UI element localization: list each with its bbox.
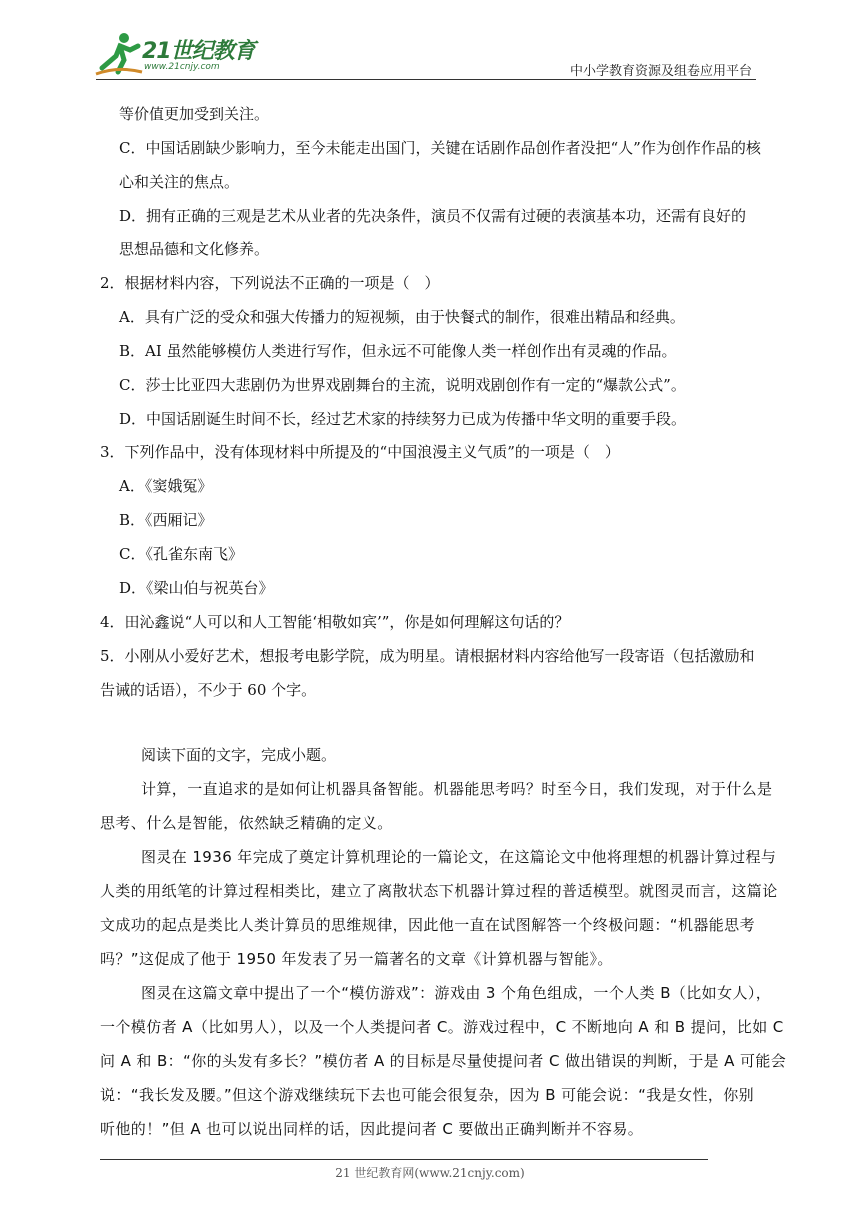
paragraph-line: 图灵在这篇文章中提出了一个“模仿游戏”：游戏由 3 个角色组成，一个人类 B（比如女人）， [141, 984, 772, 1002]
option-c: C．《孔雀东南飞》 [119, 545, 243, 563]
header-divider [96, 79, 756, 80]
runner-logo-icon [94, 30, 144, 76]
text-line: 思想品德和文化修养。 [119, 240, 270, 258]
option-b: B．《西厢记》 [119, 511, 213, 529]
question-3: 3．下列作品中，没有体现材料中所提及的“中国浪漫主义气质”的一项是（ ） [100, 443, 620, 461]
text-line: 心和关注的焦点。 [119, 173, 240, 191]
paragraph-line: 图灵在 1936 年完成了奠定计算机理论的一篇论文，在这篇论文中他将理想的机器计算过程与 [141, 848, 777, 866]
paragraph-line: 计算，一直追求的是如何让机器具备智能。机器能思考吗？时至今日，我们发现，对于什么是 [141, 780, 773, 798]
question-5: 5．小刚从小爱好艺术，想报考电影学院，成为明星。请根据材料内容给他写一段寄语（包括激励和 [100, 647, 755, 665]
footer-divider [100, 1159, 708, 1160]
option-a: A．具有广泛的受众和强大传播力的短视频，由于快餐式的制作，很难出精品和经典。 [119, 308, 685, 326]
option-c: C．中国话剧缺少影响力，至今未能走出国门，关键在话剧作品创作者没把“人”作为创作作品的核 [119, 139, 761, 157]
text-line: 告诫的话语），不少于 60 个字。 [100, 681, 317, 699]
paragraph-line: 听他的！”但 A 也可以说出同样的话，因此提问者 C 要做出正确判断并不容易。 [100, 1120, 644, 1138]
option-b: B．AI 虽然能够模仿人类进行写作，但永远不可能像人类一样创作出有灵魂的作品。 [119, 342, 677, 360]
paragraph-line: 一个模仿者 A（比如男人），以及一个人类提问者 C。游戏过程中，C 不断地向 A 和 B 提问，比如 C [100, 1018, 784, 1036]
site-logo [94, 30, 264, 78]
paragraph-line: 文成功的起点是类比人类计算员的思维规律，因此他一直在试图解答一个终极问题：“机器能思考 [100, 916, 755, 934]
question-4: 4．田沁鑫说“人可以和人工智能‘相敬如宾’”，你是如何理解这句话的？ [100, 613, 570, 631]
logo-text: 21世纪教育 [142, 39, 255, 64]
option-d: D．中国话剧诞生时间不长，经过艺术家的持续努力已成为传播中华文明的重要手段。 [119, 410, 687, 428]
paragraph-line: 说：“我长发及腰。”但这个游戏继续玩下去也可能会很复杂，因为 B 可能会说：“我是女性，你别 [100, 1086, 755, 1104]
paragraph-line: 人类的用纸笔的计算过程相类比，建立了离散状态下机器计算过程的普适模型。就图灵而言，这篇论 [100, 882, 778, 900]
page-header [0, 0, 860, 82]
option-d: D．《梁山伯与祝英台》 [119, 579, 274, 597]
option-d: D．拥有正确的三观是艺术从业者的先决条件，演员不仅需有过硬的表演基本功，还需有良好的 [119, 207, 747, 225]
option-c: C．莎士比亚四大悲剧仍为世界戏剧舞台的主流，说明戏剧创作有一定的“爆款公式”。 [119, 376, 686, 394]
page-footer: 21 世纪教育网(www.21cnjy.com) [335, 1166, 525, 1180]
reading-instruction: 阅读下面的文字，完成小题。 [141, 746, 337, 764]
option-a: A．《窦娥冤》 [119, 477, 213, 495]
paragraph-line: 吗？”这促成了他于 1950 年发表了另一篇著名的文章《计算机器与智能》。 [100, 950, 613, 968]
logo-url: www.21cnjy.com [144, 62, 220, 72]
text-line: 等价值更加受到关注。 [119, 105, 270, 123]
question-2: 2．根据材料内容，下列说法不正确的一项是（ ） [100, 274, 440, 292]
paragraph-line: 思考、什么是智能，依然缺乏精确的定义。 [100, 814, 393, 832]
paragraph-line: 问 A 和 B：“你的头发有多长？”模仿者 A 的目标是尽量使提问者 C 做出错误的判断，于是 A 可能会 [100, 1052, 787, 1070]
platform-title: 中小学教育资源及组卷应用平台 [569, 64, 752, 79]
